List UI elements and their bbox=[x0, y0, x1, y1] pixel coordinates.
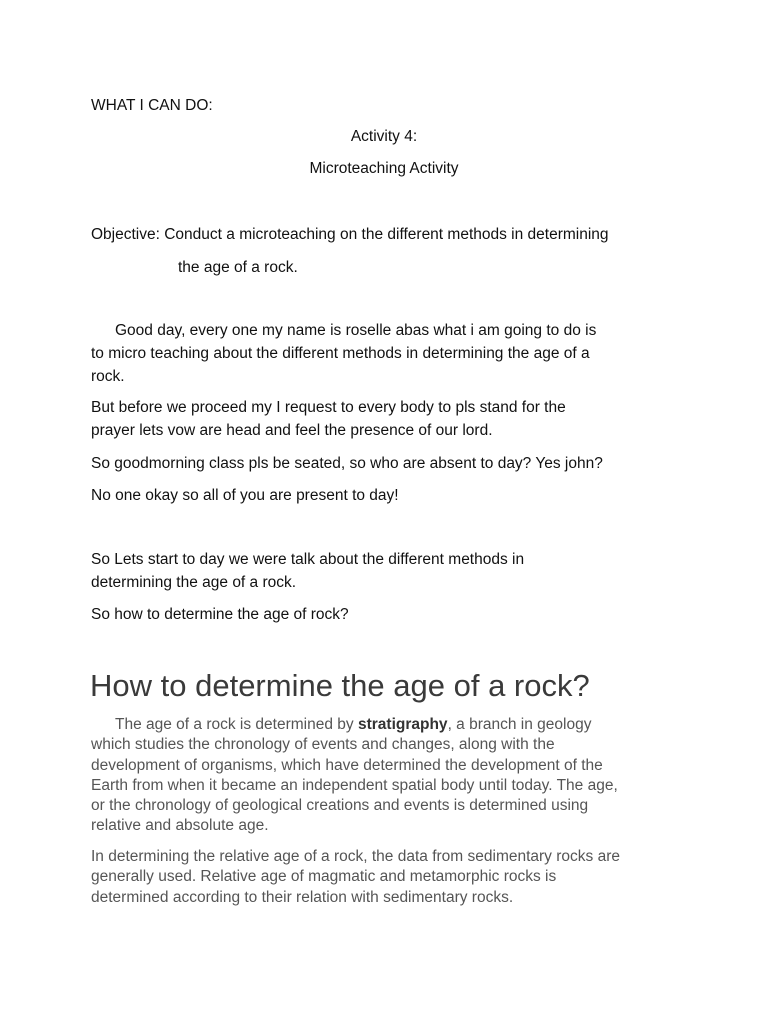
article-line: relative and absolute age. bbox=[91, 817, 269, 835]
article-line: determined according to their relation with sedimentary rocks. bbox=[91, 888, 514, 906]
article-line: development of organisms, which have determined the development of the bbox=[91, 756, 603, 774]
article-line: or the chronology of geological creations and events is determined using bbox=[91, 797, 589, 815]
activity-title: Microteaching Activity bbox=[309, 160, 459, 177]
article-line: Earth from when it became an independent spatial body until today. The age, bbox=[91, 776, 618, 794]
script-paragraph-attendance bbox=[91, 452, 691, 475]
script-line: So goodmorning class pls be seated, so who are absent to day? Yes john? bbox=[91, 455, 603, 472]
article-heading: How to determine the age of a rock? bbox=[90, 668, 590, 703]
script-line: So how to determine the age of rock? bbox=[91, 606, 349, 623]
article-text: , a branch in geology bbox=[447, 716, 592, 733]
objective-line-2: the age of a rock. bbox=[178, 259, 298, 276]
script-line: No one okay so all of you are present to day! bbox=[91, 487, 399, 504]
script-line: rock. bbox=[91, 368, 125, 385]
script-paragraph-start bbox=[91, 548, 691, 594]
article-line: generally used. Relative age of magmatic and metamorphic rocks is bbox=[91, 868, 557, 886]
objective-line-1: Objective: Conduct a microteaching on the different methods in determining bbox=[91, 226, 609, 243]
article-line: In determining the relative age of a rock, the data from sedimentary rocks are bbox=[91, 848, 620, 865]
stratigraphy-term: stratigraphy bbox=[357, 716, 448, 733]
section-label: WHAT I CAN DO: bbox=[91, 97, 213, 114]
script-line: to micro teaching about the different methods in determining the age of a bbox=[91, 345, 590, 362]
script-line: prayer lets vow are head and feel the presence of our lord. bbox=[91, 422, 493, 439]
script-paragraph-prayer bbox=[91, 396, 691, 442]
article-text: The age of a rock is determined by bbox=[115, 716, 358, 733]
article-paragraph-relative-age bbox=[91, 847, 691, 908]
script-line: But before we proceed my I request to every body to pls stand for the bbox=[91, 399, 566, 416]
script-line: determining the age of a rock. bbox=[91, 574, 297, 591]
script-paragraph-greeting bbox=[91, 319, 691, 388]
script-line: So Lets start to day we were talk about the different methods in bbox=[91, 551, 525, 568]
script-paragraph-question bbox=[91, 603, 691, 626]
script-line: Good day, every one my name is roselle abas what i am going to do is bbox=[115, 322, 597, 339]
article-line: which studies the chronology of events and changes, along with the bbox=[91, 736, 555, 754]
script-paragraph-present bbox=[91, 484, 691, 507]
article-line bbox=[91, 715, 691, 735]
article-paragraph-stratigraphy bbox=[91, 715, 691, 837]
activity-number: Activity 4: bbox=[350, 128, 418, 145]
